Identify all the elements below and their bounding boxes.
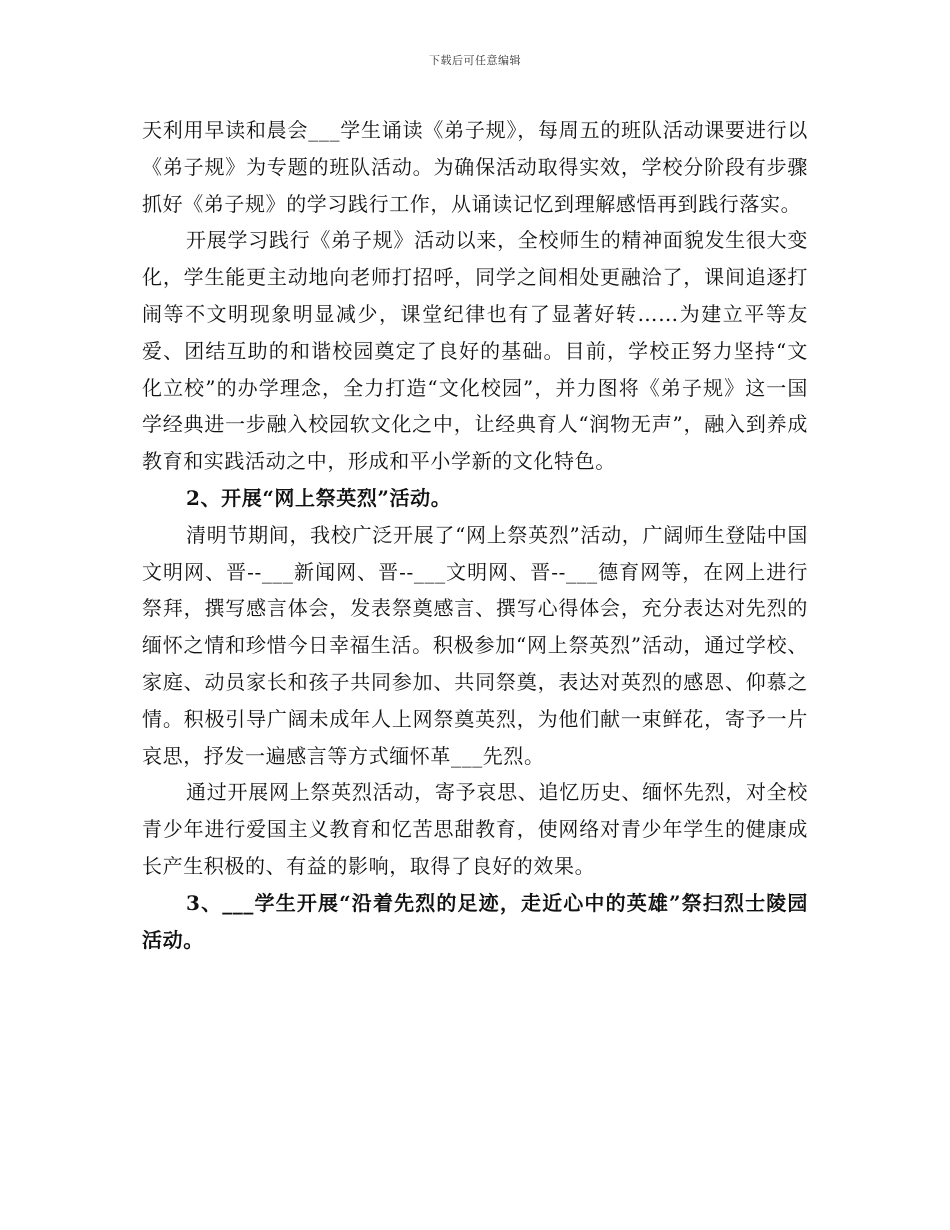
section-heading-online-memorial: 2、开展“网上祭英烈”活动。 xyxy=(186,485,452,510)
section-heading-cemetery-visit: 3、___学生开展“沿着先烈的足迹，走近心中的英雄”祭扫烈士陵园活动。 xyxy=(142,890,808,952)
paragraph-dizigui-recitation: 天利用早读和晨会___学生诵读《弟子规》，每周五的班队活动课要进行以《弟子规》为专题的班队活动。为确保活动取得实效，学校分阶段有步骤抓好《弟子规》的学习践行工作，从诵读记忆到理解感悟再到践行落实。 xyxy=(142,118,808,216)
paragraph-online-memorial-effect: 通过开展网上祭英烈活动，寄予哀思、追忆历史、缅怀先烈，对全校青少年进行爱国主义教育和忆苦思甜教育，使网络对青少年学生的健康成长产生积极的、有益的影响，取得了良好的效果。 xyxy=(142,780,808,878)
paragraph-online-memorial-activity: 清明节期间，我校广泛开展了“网上祭英烈”活动，广阔师生登陆中国文明网、晋--___新闻网、晋--___文明网、晋--___德育网等，在网上进行祭拜，撰写感言体会，发表祭奠感言、撰写心得体会，充分表达对先烈的缅怀之情和珍惜今日幸福生活。积极参加“网上祭英烈”活动，通过学校、家庭、动员家长和孩子共同参加、共同祭奠，表达对英烈的感恩、仰慕之情。积极引导广阔未成年人上网祭奠英烈，为他们献一束鲜花，寄予一片哀思，抒发一遍感言等方式缅怀革___先烈。 xyxy=(142,522,808,768)
page-header: 下载后可任意编辑 xyxy=(429,54,521,67)
paragraph-dizigui-results: 开展学习践行《弟子规》活动以来，全校师生的精神面貌发生很大变化，学生能更主动地向老师打招呼，同学之间相处更融洽了，课间追逐打闹等不文明现象明显减少，课堂纪律也有了显著好转……为建立平等友爱、团结互助的和谐校园奠定了良好的基础。目前，学校正努力坚持“文化立校”的办学理念，全力打造“文化校园”，并力图将《弟子规》这一国学经典进一步融入校园软文化之中，让经典育人“润物无声”，融入到养成教育和实践活动之中，形成和平小学新的文化特色。 xyxy=(142,228,808,474)
document-body xyxy=(142,112,808,958)
